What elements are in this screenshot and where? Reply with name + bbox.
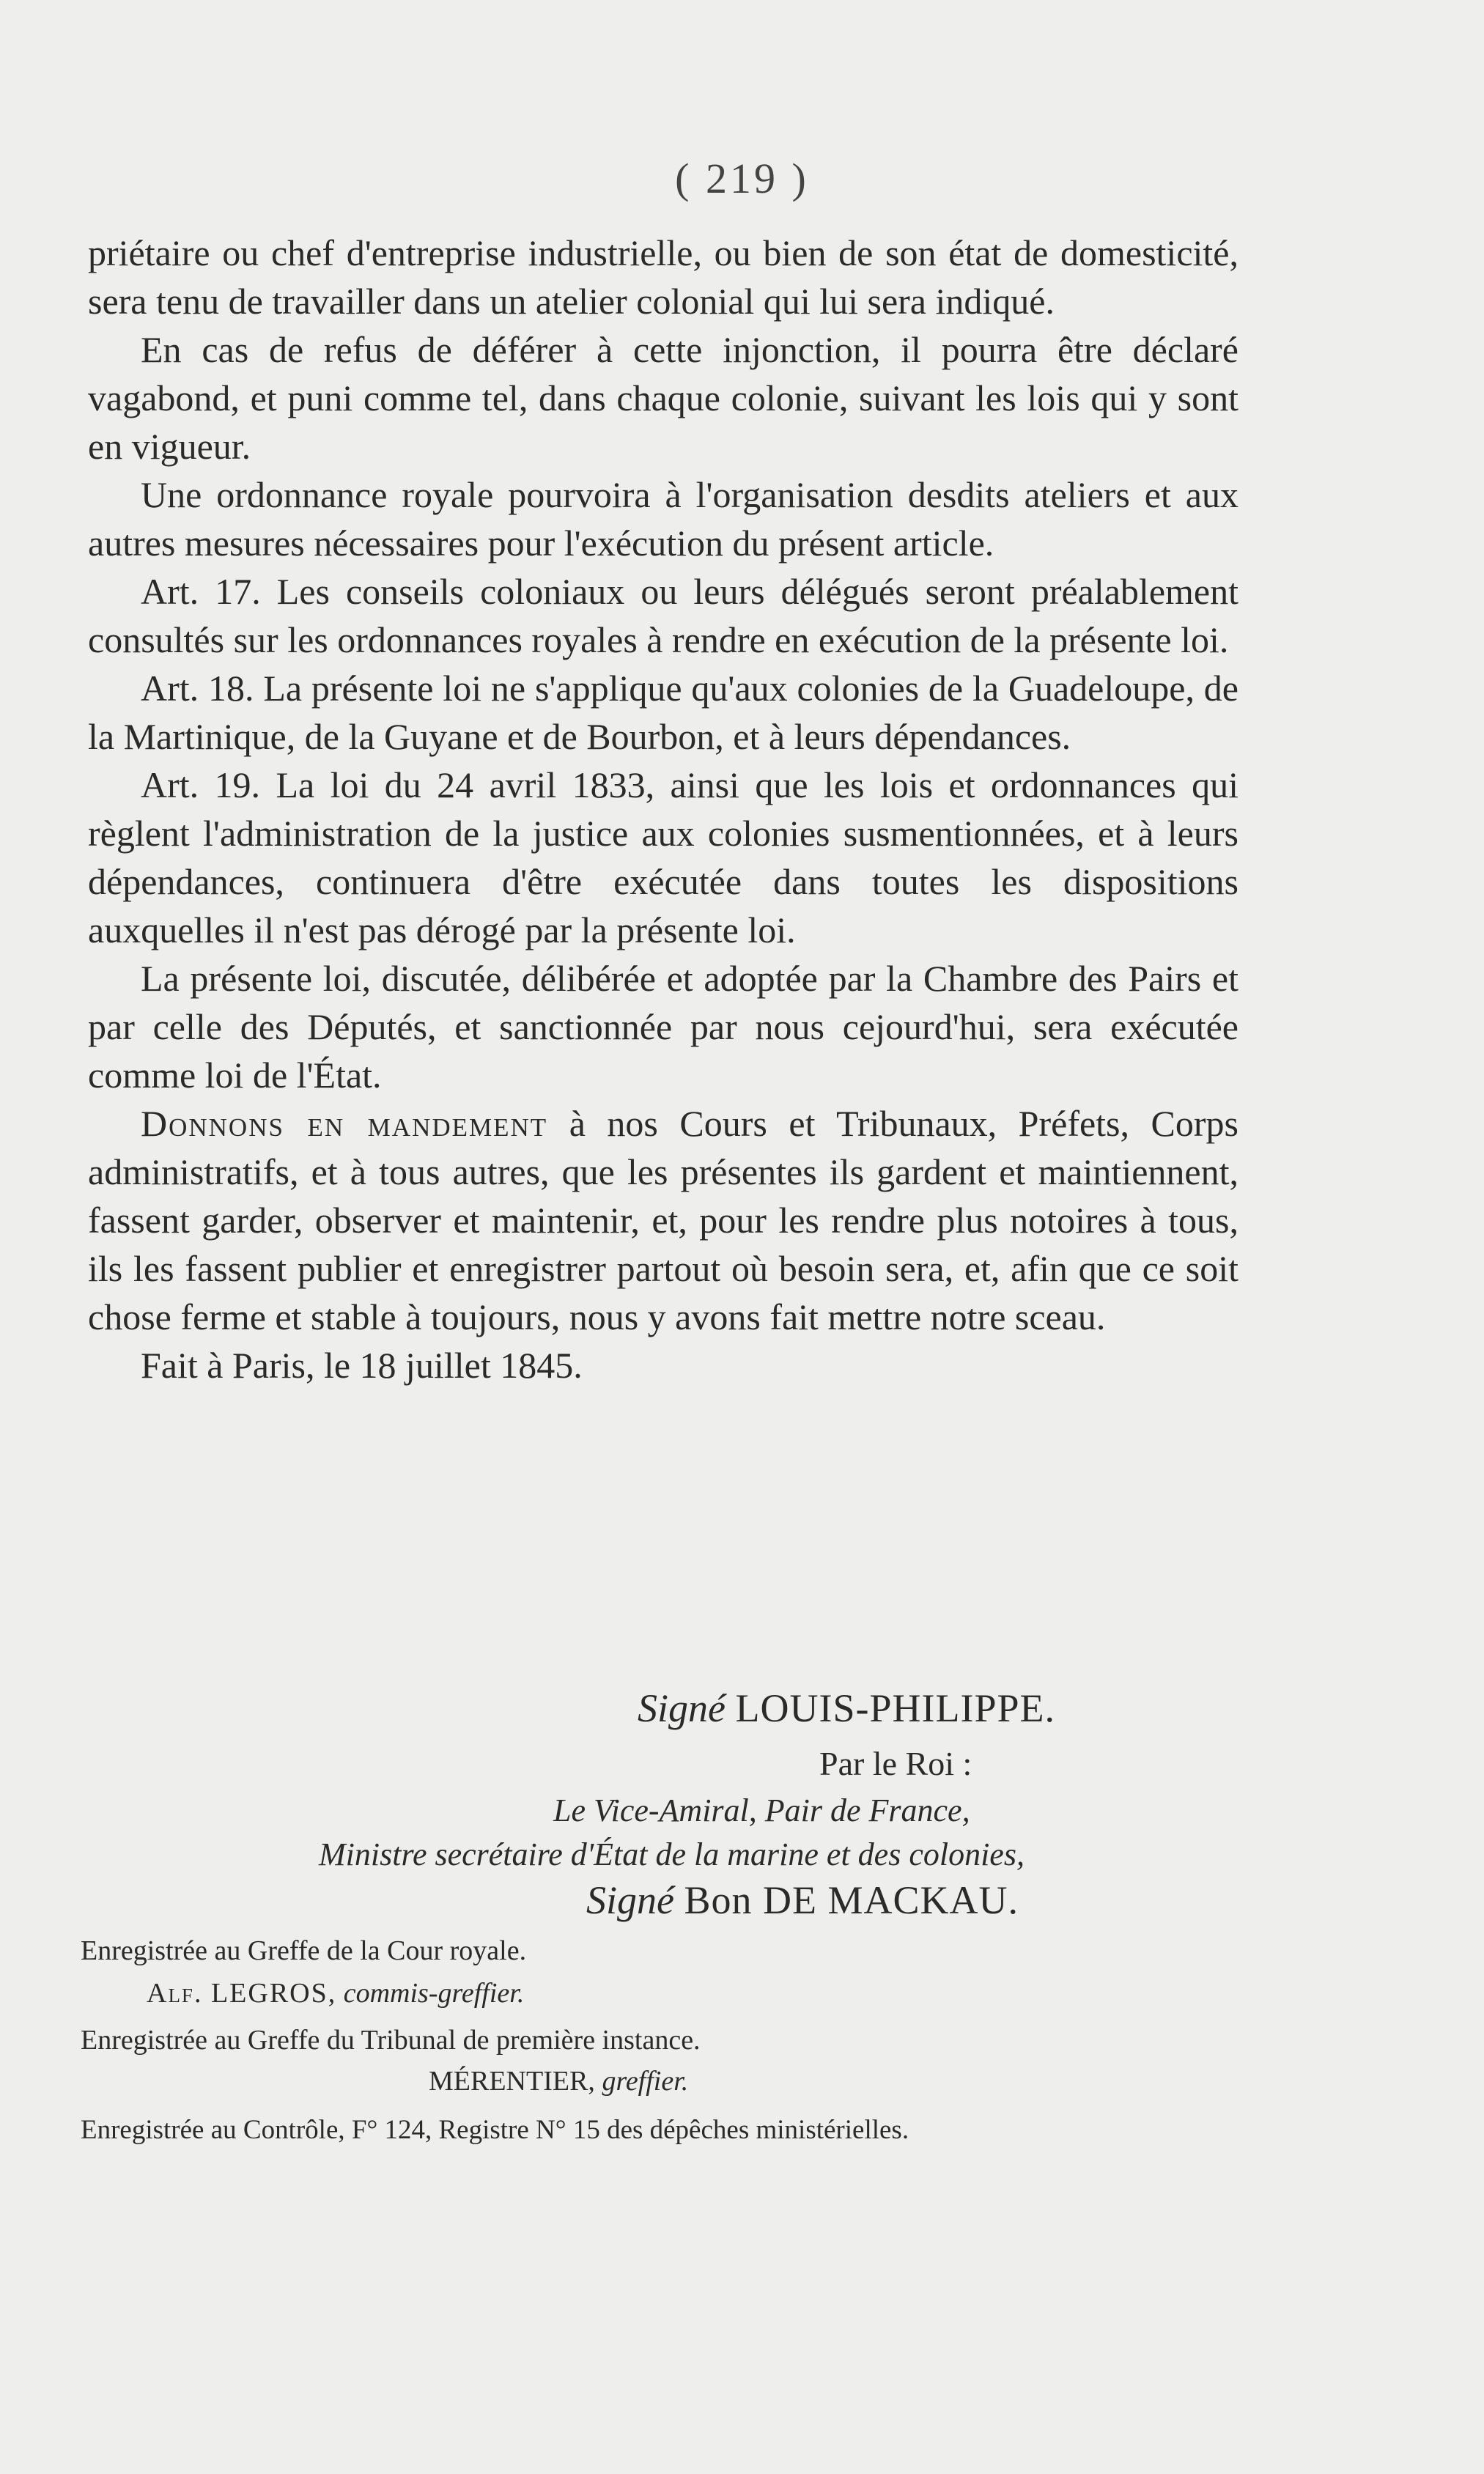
- signer-name-2: Bon DE MACKAU.: [684, 1878, 1019, 1922]
- mandement-text: à nos Cours et Tribunaux, Préfets, Corps administratifs, et à tous autres, que les présentes ils gardent et maintiennent, fassent garder, observer et maintenir, et, pour les rendre plus notoires à tous, ils les fassent publier et enregistrer partout où besoin sera, et, afin que ce soit chose ferme et stable à toujours, nous y avons fait mettre notre sceau.: [88, 1103, 1239, 1337]
- signe-word-2: Signé: [586, 1878, 674, 1922]
- registrar-title-1: commis-greffier.: [343, 1978, 525, 2009]
- registry-line-2: [147, 1977, 524, 2009]
- par-le-roi: Par le Roi :: [819, 1745, 972, 1782]
- paragraph-2: En cas de refus de déférer à cette injonction, il pourra être déclaré vagabond, et puni comme tel, dans chaque colonie, suivant les lois qui y sont en vigueur.: [88, 329, 1238, 467]
- signer-name: LOUIS-PHILIPPE.: [735, 1686, 1055, 1730]
- paragraph-mandement: [88, 1099, 1238, 1341]
- mandement-smallcaps: Donnons en mandement: [141, 1103, 548, 1144]
- article-19: Art. 19. La loi du 24 avril 1833, ainsi que les lois et ordonnances qui règlent l'administration de la justice aux colonies susmentionnées, et à leurs dépendances, continuera d'être exécutée dans toutes les dispositions auxquelles il n'est pas dérogé par la présente loi.: [88, 764, 1238, 950]
- article-18: Art. 18. La présente loi ne s'applique qu'aux colonies de la Guadeloupe, de la Martinique, de la Guyane et de Bourbon, et à leurs dépendances.: [88, 668, 1238, 757]
- fait-a-paris: Fait à Paris, le 18 juillet 1845.: [141, 1345, 583, 1386]
- registry-line-1: Enregistrée au Greffe de la Cour royale.: [81, 1935, 527, 1966]
- page-number: ( 219 ): [675, 155, 809, 202]
- signature-louis-philippe: [638, 1685, 1055, 1731]
- registrar-title-2: greffier.: [602, 2066, 689, 2097]
- body-text: [88, 229, 1238, 1389]
- registrar-name-1: Alf. LEGROS,: [147, 1978, 337, 2009]
- title-vice-amiral: Le Vice-Amiral, Pair de France,: [553, 1792, 970, 1828]
- registrar-name-2: MÉRENTIER,: [429, 2066, 595, 2097]
- signe-word: Signé: [638, 1686, 726, 1730]
- title-ministre: Ministre secrétaire d'État de la marine et des colonies,: [319, 1836, 1025, 1872]
- paragraph-loi: La présente loi, discutée, délibérée et adoptée par la Chambre des Pairs et par celle des Députés, et sanctionnée par nous cejourd'hui, sera exécutée comme loi de l'État.: [88, 958, 1238, 1096]
- signature-mackau: [586, 1877, 1019, 1923]
- paragraph-3: Une ordonnance royale pourvoira à l'organisation desdits ateliers et aux autres mesures nécessaires pour l'exécution du présent article.: [88, 474, 1238, 564]
- registry-line-3: Enregistrée au Greffe du Tribunal de première instance.: [81, 2025, 701, 2056]
- article-17: Art. 17. Les conseils coloniaux ou leurs délégués seront préalablement consultés sur les ordonnances royales à rendre en exécution de la présente loi.: [88, 571, 1238, 660]
- registry-line-4: [429, 2065, 688, 2097]
- paragraph-1: priétaire ou chef d'entreprise industrielle, ou bien de son état de domesticité, sera tenu de travailler dans un atelier colonial qui lui sera indiqué.: [88, 232, 1238, 322]
- registry-line-5: Enregistrée au Contrôle, F° 124, Registre N° 15 des dépêches ministérielles.: [81, 2115, 909, 2145]
